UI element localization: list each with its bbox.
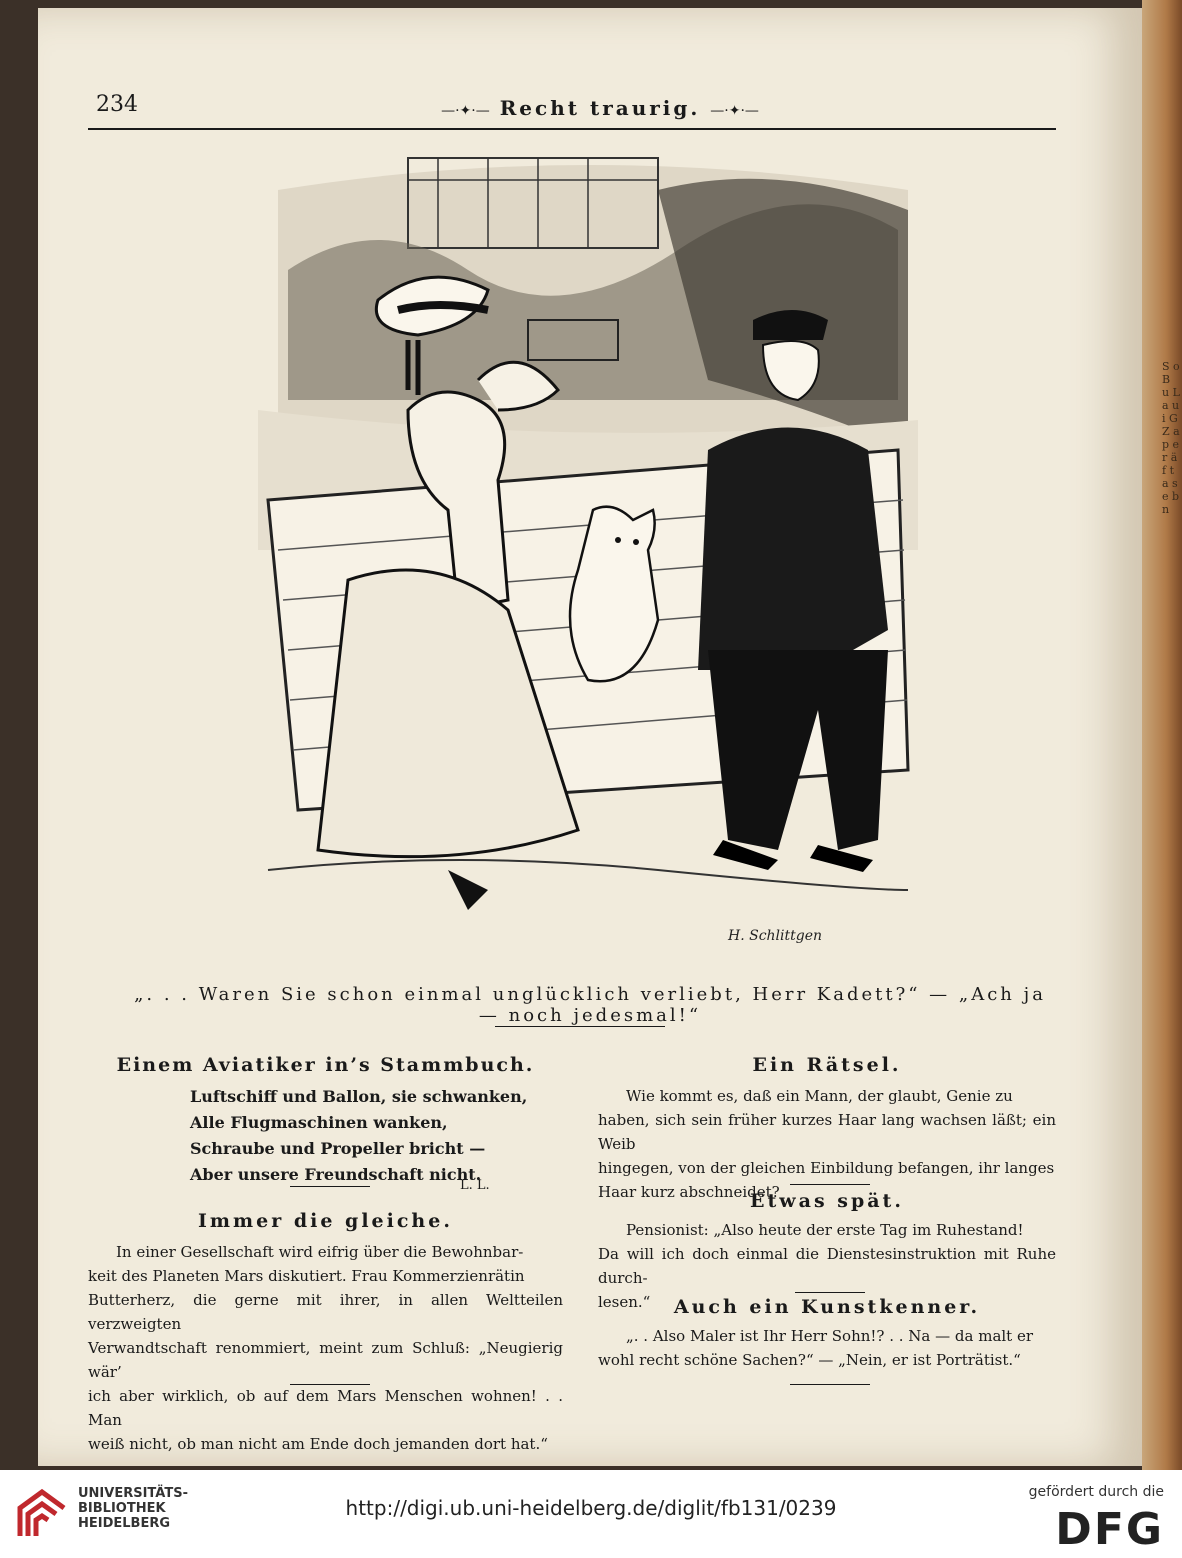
ornament-right-icon: —·✦·— [710,103,759,119]
page-number: 234 [96,92,138,117]
story-line: Butterherz, die gerne mit ihrer, in allen Weltteilen verzweigten [88,1291,563,1333]
poem-section [88,1054,563,1076]
ornament-left-icon: —·✦·— [441,103,490,119]
art-body [598,1324,1056,1372]
riddle-title: Ein Rätsel. [752,1054,902,1076]
story-line: Verwandtschaft renommiert, meint zum Schluß: „Neugierig wär’ [88,1339,563,1381]
divider [290,1384,370,1385]
artist-signature: H. Schlittgen [728,928,823,944]
poem-line: Schraube und Propeller bricht — [190,1139,486,1158]
art-line: „. . Also Maler ist Ihr Herr Sohn!? . . Na — da malt er [626,1327,1034,1345]
illustration-caption: „. . . Waren Sie schon einmal unglücklich verliebt, Herr Kadett?“ — „Ach ja — noch jedesmal!“ [134,984,1046,1026]
story-line: weiß nicht, ob man nicht am Ende doch jemanden dort hat.“ [88,1435,548,1453]
story-section [88,1210,563,1232]
late-line: Da will ich doch einmal die Dienstesinstruktion mit Ruhe durch- [598,1245,1056,1287]
riddle-body [598,1084,1056,1204]
late-title: Etwas spät. [750,1190,904,1212]
divider [795,1292,865,1293]
poem-title: Einem Aviatiker in’s Stammbuch. [116,1054,535,1076]
late-section [598,1190,1056,1212]
riddle-line: haben, sich sein früher kurzes Haar lang wachsen läßt; ein Weib [598,1111,1056,1153]
late-line: Pensionist: „Also heute der erste Tag im Ruhestand! [626,1221,1024,1239]
illustration-park-bench [258,150,918,970]
running-title [420,96,780,120]
poem-line: Luftschiff und Ballon, sie schwanken, [190,1087,528,1106]
story-line: In einer Gesellschaft wird eifrig über die Bewohnbar- [116,1243,524,1261]
adjacent-page-text: S o B u L a u i G Z a p e r ä f t a s e b n [1162,360,1180,516]
story-line: ich aber wirklich, ob auf dem Mars Menschen wohnen! . . Man [88,1387,563,1429]
divider [790,1184,870,1185]
story-line: keit des Planeten Mars diskutiert. Frau Kommerzienrätin [88,1267,525,1285]
art-line: wohl recht schöne Sachen?“ — „Nein, er ist Porträtist.“ [598,1351,1021,1369]
poem-signature: L. L. [460,1178,490,1193]
sponsor-logo: DFG [1055,1504,1164,1555]
riddle-line: Haar kurz abschneidet? [598,1183,780,1201]
riddle-line: Wie kommt es, daß ein Mann, der glaubt, Genie zu [626,1087,1013,1105]
header-rule [88,128,1056,130]
university-line: BIBLIOTHEK [78,1501,166,1516]
poem-body [190,1084,550,1188]
story-body [88,1240,563,1456]
art-section [598,1296,1056,1318]
riddle-line: hingegen, von der gleichen Einbildung befangen, ihr langes [598,1159,1055,1177]
running-title-text: Recht traurig. [499,96,701,120]
divider [495,1026,665,1027]
late-line: lesen.“ [598,1293,651,1311]
ornament-divider [290,1186,370,1187]
story-title: Immer die gleiche. [198,1210,453,1232]
divider [790,1384,870,1385]
poem-line: Alle Flugmaschinen wanken, [190,1113,448,1132]
sponsor-label: gefördert durch die [1028,1484,1164,1500]
university-line: UNIVERSITÄTS- [78,1486,188,1501]
source-url-link[interactable]: http://digi.ub.uni-heidelberg.de/diglit/fb131/0239 [345,1496,837,1520]
poem-line: Aber unsere Freundschaft nicht. [190,1165,482,1184]
viewer-footer [0,1470,1182,1558]
university-line: HEIDELBERG [78,1516,171,1531]
riddle-section [598,1054,1056,1076]
art-title: Auch ein Kunstkenner. [673,1296,981,1318]
